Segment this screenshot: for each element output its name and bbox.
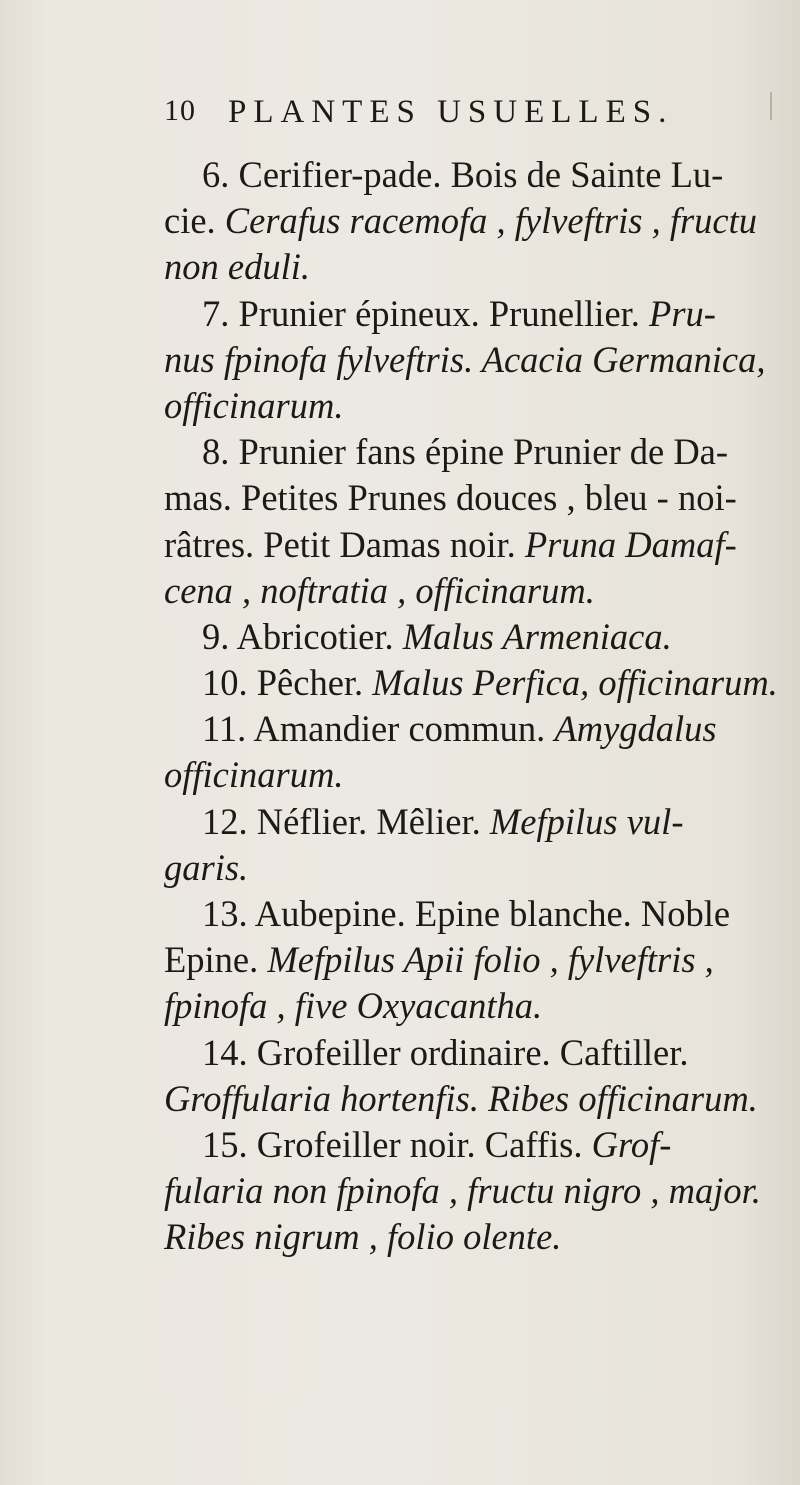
common-name-text: 13. Aubepine. Epine blanche. Noble	[202, 893, 731, 934]
text-line	[164, 429, 774, 475]
common-name-text: 11. Amandier commun.	[202, 708, 555, 750]
latin-name-text: Malus Armeniaca.	[402, 615, 672, 657]
text-line	[164, 1168, 774, 1214]
common-name-text: Epine.	[164, 939, 268, 981]
latin-name-text: Pru-	[649, 292, 716, 334]
latin-name-text: garis.	[164, 846, 249, 888]
page-number: 10	[164, 94, 196, 127]
body-text	[164, 152, 778, 1261]
common-name-text: 14. Grofeiller ordinaire. Caftiller.	[202, 1031, 689, 1073]
text-line	[164, 983, 774, 1029]
text-line	[164, 660, 778, 706]
latin-name-text: Cerafus racemofa , fylveftris , fructu	[224, 200, 758, 242]
common-name-text: cie.	[164, 200, 225, 242]
common-name-text: 6. Cerifier-pade. Bois de Sainte Lu-	[202, 154, 724, 195]
latin-name-text: Pruna Damaf-	[524, 523, 737, 565]
latin-name-text: cena , noftratia , officinarum.	[164, 569, 595, 611]
latin-name-text: Groffularia hortenfis. Ribes officinarum.	[164, 1077, 758, 1119]
text-line	[164, 799, 774, 845]
common-name-text: 12. Néflier. Mêlier.	[202, 800, 490, 842]
text-line	[164, 1076, 774, 1122]
common-name-text: 7. Prunier épineux. Prunellier.	[202, 292, 650, 334]
running-head	[164, 94, 764, 140]
text-line	[164, 752, 774, 798]
text-line	[164, 568, 774, 614]
common-name-text: 10. Pêcher.	[202, 662, 373, 704]
text-line	[164, 475, 774, 521]
text-line	[164, 614, 774, 660]
text-line	[164, 1122, 774, 1168]
text-line	[164, 706, 774, 752]
text-line	[164, 845, 774, 891]
text-line	[164, 244, 774, 290]
latin-name-text: fularia non fpinofa , fructu nigro , major.	[164, 1170, 761, 1212]
text-line	[164, 891, 774, 937]
latin-name-text: officinarum.	[164, 754, 344, 796]
latin-name-text: Mefpilus Apii folio , fylveftris ,	[267, 939, 714, 981]
text-line	[164, 1214, 774, 1260]
common-name-text: mas. Petites Prunes douces , bleu - noi-	[164, 477, 737, 519]
latin-name-text: Grof-	[591, 1123, 672, 1165]
text-line	[164, 1030, 774, 1076]
latin-name-text: nus fpinofa fylveftris. Acacia Germanica,	[164, 338, 766, 380]
latin-name-text: Amygdalus	[554, 708, 717, 750]
latin-name-text: Mefpilus vul-	[489, 800, 684, 842]
latin-name-text: Malus Perfica, officinarum.	[372, 662, 778, 704]
text-line	[164, 337, 774, 383]
common-name-text: râtres. Petit Damas noir.	[164, 523, 525, 565]
common-name-text: 9. Abricotier.	[202, 615, 403, 657]
text-line	[164, 383, 774, 429]
page-title: PLANTES USUELLES.	[228, 94, 674, 130]
text-line	[164, 937, 774, 983]
latin-name-text: fpinofa , five Oxyacantha.	[164, 985, 543, 1027]
text-line	[164, 291, 774, 337]
text-line	[164, 198, 774, 244]
common-name-text: 8. Prunier fans épine Prunier de Da-	[202, 431, 729, 473]
margin-mark	[770, 92, 772, 120]
text-line	[164, 152, 774, 198]
latin-name-text: officinarum.	[164, 384, 344, 426]
common-name-text: 15. Grofeiller noir. Caffis.	[202, 1123, 592, 1165]
latin-name-text: Ribes nigrum , folio olente.	[164, 1216, 562, 1258]
latin-name-text: non eduli.	[164, 246, 310, 288]
text-line	[164, 522, 774, 568]
